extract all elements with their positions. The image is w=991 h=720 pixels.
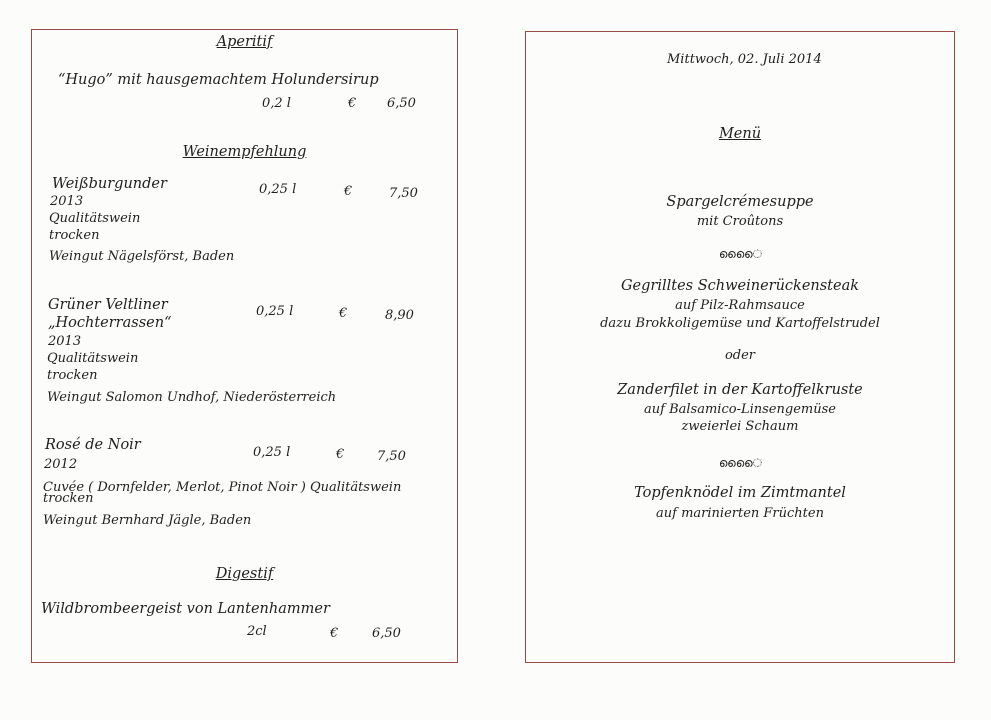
wine-1-name: Weißburgunder <box>52 176 167 192</box>
menu-heading: Menü <box>718 126 762 142</box>
separator-oder: oder <box>724 348 756 363</box>
wine-2-qty: 0,25 l <box>256 304 294 319</box>
wine-2-name-line2: „Hochterrassen“ <box>48 315 172 331</box>
drinks-panel <box>31 29 458 663</box>
aperitif-item-name: “Hugo” mit hausgemachtem Holundersirup <box>58 72 379 88</box>
wine-3-cuvee: Cuvée ( Dornfelder, Merlot, Pinot Noir ) Qualitätswein <box>43 480 402 495</box>
wine-3-price: 7,50 <box>377 449 406 464</box>
menu-date: Mittwoch, 02. Juli 2014 <box>667 52 822 67</box>
wine-2-style: trocken <box>47 368 98 383</box>
wine-2-name: Grüner Veltliner <box>48 297 168 313</box>
wine-1-qty: 0,25 l <box>259 182 297 197</box>
wine-1-price: 7,50 <box>389 186 418 201</box>
course-1-title: Spargelcrémesuppe <box>666 194 814 210</box>
wine-2-quality: Qualitätswein <box>47 351 139 366</box>
wine-2-currency: € <box>339 306 348 321</box>
wine-3-qty: 0,25 l <box>253 445 291 460</box>
wine-3-vintage: 2012 <box>44 457 78 472</box>
wine-2-producer: Weingut Salomon Undhof, Niederösterreich <box>47 390 337 405</box>
digestif-heading: Digestif <box>215 566 274 582</box>
wine-3-style: trocken <box>43 491 94 506</box>
wine-3-name: Rosé de Noir <box>45 437 141 453</box>
menu-panel <box>525 31 955 663</box>
course-4-detail: auf marinierten Früchten <box>656 506 824 521</box>
wine-2-price: 8,90 <box>385 308 414 323</box>
course-3-detail-2: zweierlei Schaum <box>681 419 799 434</box>
wine-1-style: trocken <box>49 228 100 243</box>
digestif-item-currency: € <box>330 626 339 641</box>
course-3-title: Zanderfilet in der Kartoffelkruste <box>617 382 863 398</box>
wine-1-quality: Qualitätswein <box>49 211 141 226</box>
wine-1-currency: € <box>344 184 353 199</box>
course-2-title: Gegrilltes Schweinerückensteak <box>620 278 860 294</box>
course-1-detail: mit Croûtons <box>696 214 784 229</box>
course-2-detail-1: auf Pilz-Rahmsauce <box>675 298 805 313</box>
digestif-item-price: 6,50 <box>372 626 401 641</box>
aperitif-item-currency: € <box>348 96 357 111</box>
digestif-item-name: Wildbrombeergeist von Lantenhammer <box>41 601 330 617</box>
digestif-item-qty: 2cl <box>247 624 267 639</box>
course-3-detail-1: auf Balsamico-Linsengemüse <box>644 402 836 417</box>
wine-heading: Weinempfehlung <box>182 144 307 160</box>
course-4-title: Topfenknödel im Zimtmantel <box>634 485 846 501</box>
wine-2-vintage: 2013 <box>48 334 82 349</box>
course-2-detail-2: dazu Brokkoligemüse und Kartoffelstrudel <box>600 316 880 331</box>
wine-1-vintage: 2013 <box>50 194 84 209</box>
ornament-divider-2: ൈൈ <box>718 456 762 470</box>
aperitif-heading: Aperitif <box>216 34 273 50</box>
wine-3-producer: Weingut Bernhard Jägle, Baden <box>43 513 252 528</box>
wine-3-currency: € <box>336 447 345 462</box>
aperitif-item-price: 6,50 <box>387 96 416 111</box>
ornament-divider-1: ൈൈ <box>718 247 762 261</box>
aperitif-item-qty: 0,2 l <box>262 96 291 111</box>
wine-1-producer: Weingut Nägelsförst, Baden <box>49 249 235 264</box>
